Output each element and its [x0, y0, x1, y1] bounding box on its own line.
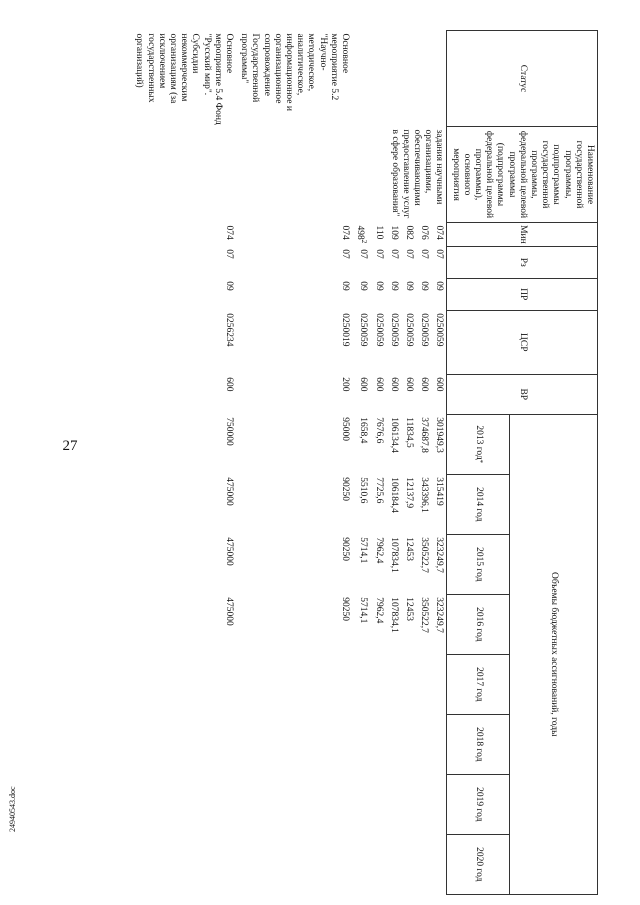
cell-min: 076	[419, 225, 430, 240]
cell-2015: 5714,1	[358, 537, 369, 564]
cell-2016: 323249,7	[434, 597, 445, 633]
cell-min: 074	[434, 225, 445, 240]
cell-csr: 0250019	[339, 313, 350, 347]
cell-name: задания научными организациями, обеспечивающими предоставление услуг в сфере образования"	[389, 129, 445, 219]
header-year-2015: 2015 год	[447, 534, 510, 594]
cell-2015: 350522,7	[419, 537, 430, 573]
cell-2015: 107834,1	[388, 537, 399, 573]
budget-table	[131, 30, 598, 895]
cell-status: Основное мероприятие 5.4 Фонд "Русский мир". Субсидии некоммерческим организациям (за исключением государственных организаций)	[134, 33, 234, 125]
cell-2016: 107834,1	[388, 597, 399, 633]
cell-min-value: 498	[355, 225, 366, 240]
header-min: Мин	[447, 223, 598, 247]
cell-pr: 09	[419, 281, 430, 291]
cell-vr: 200	[339, 377, 350, 392]
cell-vr: 600	[403, 377, 414, 392]
cell-pr: 09	[434, 281, 445, 291]
cell-min: 074	[339, 225, 350, 240]
cell-2016: 7962,4	[373, 597, 384, 624]
header-rz: Рз	[447, 246, 598, 278]
cell-status	[352, 31, 370, 127]
cell-csr: 0250059	[373, 313, 384, 347]
header-year-2014: 2014 год	[447, 474, 510, 534]
cell-2016: 350522,7	[419, 597, 430, 633]
cell-2016: 90250	[339, 597, 350, 621]
cell-2014: 475000	[223, 477, 234, 506]
footnote-superscript: 2	[360, 239, 369, 244]
footnote-mark: *	[475, 459, 484, 464]
cell-min	[352, 223, 370, 247]
header-vr: ВР	[447, 374, 598, 414]
cell-2014: 5510,6	[358, 477, 369, 504]
cell-2014: 7725,6	[373, 477, 384, 504]
cell-vr: 600	[388, 377, 399, 392]
table-row	[236, 31, 352, 895]
cell-pr: 09	[388, 281, 399, 291]
cell-2015: 12453	[403, 537, 414, 561]
header-status: Статус	[447, 31, 598, 127]
cell-status	[370, 31, 385, 127]
cell-2013: 11834,5	[403, 417, 414, 448]
cell-status	[431, 31, 447, 127]
cell-status	[401, 31, 416, 127]
cell-2015: 323249,7	[434, 537, 445, 573]
cell-2013: 301949,3	[434, 417, 445, 453]
table-body	[131, 31, 447, 895]
cell-rz: 07	[358, 249, 369, 259]
year-2013-label: 2013 год	[473, 425, 484, 460]
cell-2014: 12137,9	[403, 477, 414, 509]
header-year-2013	[447, 414, 510, 474]
header-year-2019: 2019 год	[447, 774, 510, 834]
cell-rz: 07	[403, 249, 414, 259]
cell-status: Основное мероприятие 5.2 "Научно-методическое, аналитическое, информационное и организационное сопровождение Государственной программы"	[239, 33, 350, 111]
cell-2016: 5714,1	[358, 597, 369, 624]
table-row	[131, 31, 236, 895]
cell-csr: 0250059	[434, 313, 445, 347]
cell-min: 074	[223, 225, 234, 240]
cell-rz: 07	[339, 249, 350, 259]
cell-pr: 09	[358, 281, 369, 291]
cell-min: 109	[388, 225, 399, 240]
header-pr: ПР	[447, 278, 598, 310]
cell-vr: 600	[434, 377, 445, 392]
cell-csr: 0250059	[403, 313, 414, 347]
cell-vr: 600	[223, 377, 234, 392]
cell-2016: 475000	[223, 597, 234, 626]
header-volumes: Объемы бюджетных ассигнований, годы	[510, 414, 598, 894]
cell-2014: 315419	[434, 477, 445, 506]
cell-status	[386, 31, 401, 127]
table-row	[431, 31, 447, 895]
cell-2013: 95000	[339, 417, 350, 441]
cell-pr: 09	[403, 281, 414, 291]
cell-2013: 7676,6	[373, 417, 384, 444]
cell-rz: 07	[223, 249, 234, 259]
cell-csr: 0250059	[358, 313, 369, 347]
cell-2013: 374687,8	[419, 417, 430, 453]
cell-csr: 0250059	[388, 313, 399, 347]
cell-2014: 343396,1	[419, 477, 430, 513]
cell-pr: 09	[373, 281, 384, 291]
cell-2014: 90250	[339, 477, 350, 501]
cell-2015: 90250	[339, 537, 350, 561]
cell-2015: 475000	[223, 537, 234, 566]
header-year-2017: 2017 год	[447, 654, 510, 714]
cell-pr: 09	[339, 281, 350, 291]
header-year-2018: 2018 год	[447, 714, 510, 774]
cell-2016: 12453	[403, 597, 414, 621]
cell-status	[416, 31, 431, 127]
cell-rz: 07	[434, 249, 445, 259]
header-csr: ЦСР	[447, 310, 598, 374]
cell-rz: 07	[373, 249, 384, 259]
cell-2014: 106184,4	[388, 477, 399, 513]
cell-2013: 106134,4	[388, 417, 399, 453]
cell-pr: 09	[223, 281, 234, 291]
cell-csr: 0250059	[419, 313, 430, 347]
cell-vr: 600	[358, 377, 369, 392]
cell-2013: 750000	[223, 417, 234, 446]
header-year-2020: 2020 год	[447, 834, 510, 894]
cell-rz: 07	[419, 249, 430, 259]
cell-2015: 7962,4	[373, 537, 384, 564]
header-year-2016: 2016 год	[447, 594, 510, 654]
cell-min: 110	[373, 225, 384, 240]
cell-2013: 1658,4	[358, 417, 369, 444]
header-name: Наименование государственной программы, подпрограммы государственной программы, федеральной целевой программы (подпрограммы федеральной целевой программы), основного мероприятия	[447, 127, 598, 223]
table-header	[447, 31, 598, 895]
cell-csr: 0256234	[223, 313, 234, 347]
document-code: 24940543.doc	[8, 786, 17, 832]
cell-min: 082	[403, 225, 414, 240]
cell-vr: 600	[419, 377, 430, 392]
cell-vr: 600	[373, 377, 384, 392]
cell-rz: 07	[388, 249, 399, 259]
page-number: 27	[62, 438, 78, 454]
